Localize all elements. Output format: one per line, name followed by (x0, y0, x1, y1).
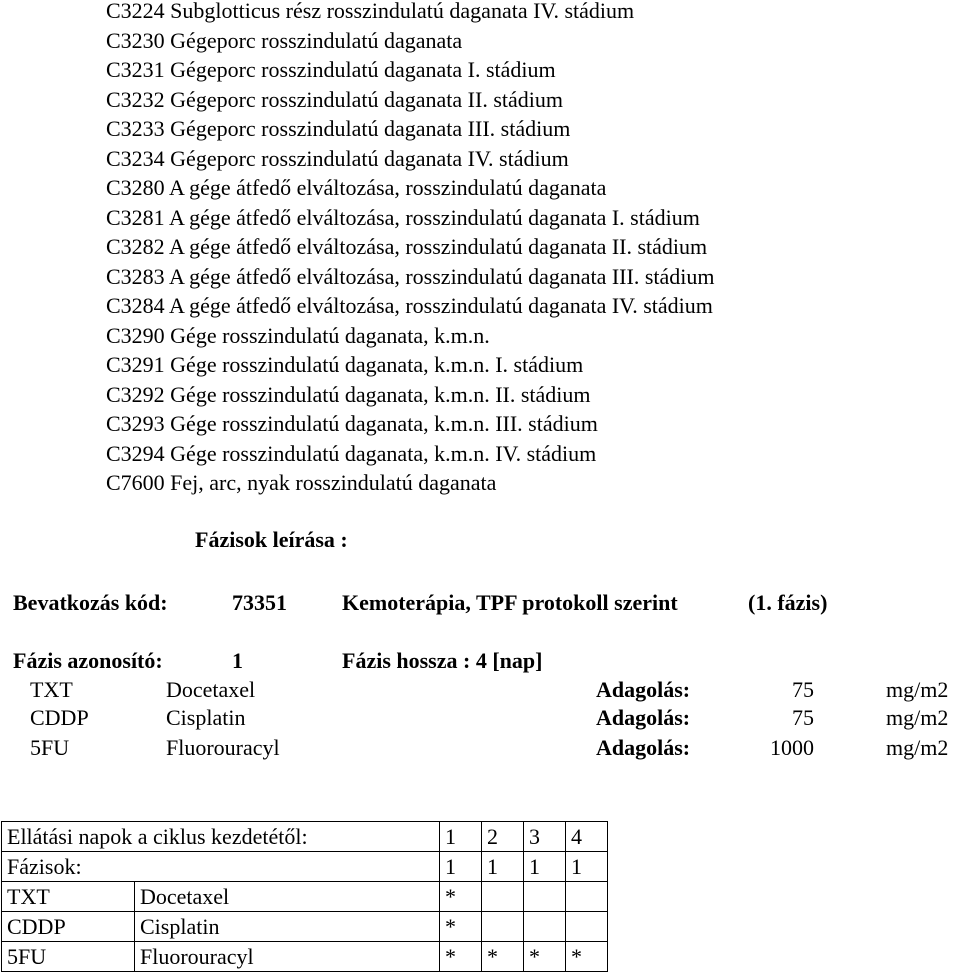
schedule-phases-row (2, 852, 608, 882)
diagnosis-code: C3230 Gégeporc rosszindulatú daganata (106, 27, 463, 53)
mark-cell: * (440, 942, 482, 972)
dose-value: 1000 (770, 735, 814, 760)
dose-value: 75 (792, 677, 814, 702)
dose-label: Adagolás: (596, 705, 691, 730)
mark-cell (524, 912, 566, 942)
phase-id-value: 1 (232, 648, 243, 673)
day-cell: 2 (482, 822, 524, 852)
drug-name: Docetaxel (135, 882, 440, 912)
diagnosis-code: C3292 Gége rosszindulatú daganata, k.m.n. II. stádium (106, 381, 591, 407)
drug-abbr: 5FU (30, 735, 70, 760)
diagnosis-code-list (106, 0, 714, 498)
phase-cell: 1 (566, 852, 608, 882)
mark-cell: * (440, 882, 482, 912)
dose-unit: mg/m2 (886, 677, 949, 702)
drug-abbr: CDDP (2, 912, 135, 942)
intervention-name: Kemoterápia, TPF protokoll szerint (342, 590, 678, 615)
mark-cell: * (482, 942, 524, 972)
mark-cell (482, 912, 524, 942)
drug-abbr: 5FU (2, 942, 135, 972)
diagnosis-code: C3280 A gége átfedő elváltozása, rosszindulatú daganata (106, 175, 607, 200)
diagnosis-code: C3282 A gége átfedő elváltozása, rosszindulatú daganata II. stádium (106, 234, 708, 259)
diagnosis-code: C3290 Gége rosszindulatú daganata, k.m.n. (106, 322, 490, 348)
drug-name: Docetaxel (166, 677, 256, 702)
phase-cell: 1 (440, 852, 482, 882)
diagnosis-code: C3281 A gége átfedő elváltozása, rosszindulatú daganata I. stádium (106, 204, 700, 230)
intervention-label: Bevatkozás kód: (13, 590, 168, 615)
mark-cell: * (524, 942, 566, 972)
dose-value: 75 (792, 705, 814, 730)
dose-unit: mg/m2 (886, 705, 949, 730)
diagnosis-code: C3232 Gégeporc rosszindulatú daganata II. stádium (106, 86, 563, 112)
phases-heading: Fázisok leírása : (195, 527, 348, 552)
phase-cell: 1 (482, 852, 524, 882)
drug-abbr: CDDP (30, 705, 89, 730)
phase-id-label: Fázis azonosító: (13, 648, 163, 673)
diagnosis-code: C3284 A gége átfedő elváltozása, rosszindulatú daganata IV. stádium (106, 293, 713, 318)
diagnosis-code: C3233 Gégeporc rosszindulatú daganata III. stádium (106, 116, 571, 141)
mark-cell (524, 882, 566, 912)
diagnosis-code: C3224 Subglotticus rész rosszindulatú daganata IV. stádium (106, 0, 635, 23)
diagnosis-code: C3283 A gége átfedő elváltozása, rosszindulatú daganata III. stádium (106, 263, 715, 289)
intervention-phase: (1. fázis) (748, 590, 828, 615)
intervention-code: 73351 (232, 590, 287, 615)
phase-length: Fázis hossza : 4 [nap] (342, 648, 543, 673)
diagnosis-code: C7600 Fej, arc, nyak rosszindulatú daganata (106, 470, 497, 495)
dose-label: Adagolás: (596, 677, 691, 702)
phase-cell: 1 (524, 852, 566, 882)
drug-abbr: TXT (2, 882, 135, 912)
drug-name: Cisplatin (166, 705, 246, 730)
days-label: Ellátási napok a ciklus kezdetétől: (2, 822, 440, 852)
diagnosis-code: C3294 Gége rosszindulatú daganata, k.m.n. IV. stádium (106, 440, 597, 466)
day-cell: 3 (524, 822, 566, 852)
day-cell: 1 (440, 822, 482, 852)
diagnosis-code: C3234 Gégeporc rosszindulatú daganata IV. stádium (106, 145, 569, 171)
dose-unit: mg/m2 (886, 735, 949, 760)
schedule-drug-row (2, 882, 608, 912)
schedule-days-row (2, 822, 608, 852)
dose-label: Adagolás: (596, 735, 691, 760)
mark-cell (566, 882, 608, 912)
schedule-table (1, 821, 608, 972)
mark-cell (482, 882, 524, 912)
drug-name: Fluorouracyl (166, 735, 280, 760)
drug-abbr: TXT (30, 677, 73, 702)
schedule-drug-row (2, 942, 608, 972)
diagnosis-code: C3231 Gégeporc rosszindulatú daganata I. stádium (106, 57, 556, 82)
diagnosis-code: C3293 Gége rosszindulatú daganata, k.m.n. III. stádium (106, 411, 598, 436)
drug-name: Fluorouracyl (135, 942, 440, 972)
schedule-drug-row (2, 912, 608, 942)
phases-label: Fázisok: (2, 852, 440, 882)
drug-name: Cisplatin (135, 912, 440, 942)
mark-cell: * (440, 912, 482, 942)
diagnosis-code: C3291 Gége rosszindulatú daganata, k.m.n. I. stádium (106, 352, 584, 377)
day-cell: 4 (566, 822, 608, 852)
mark-cell: * (566, 942, 608, 972)
mark-cell (566, 912, 608, 942)
